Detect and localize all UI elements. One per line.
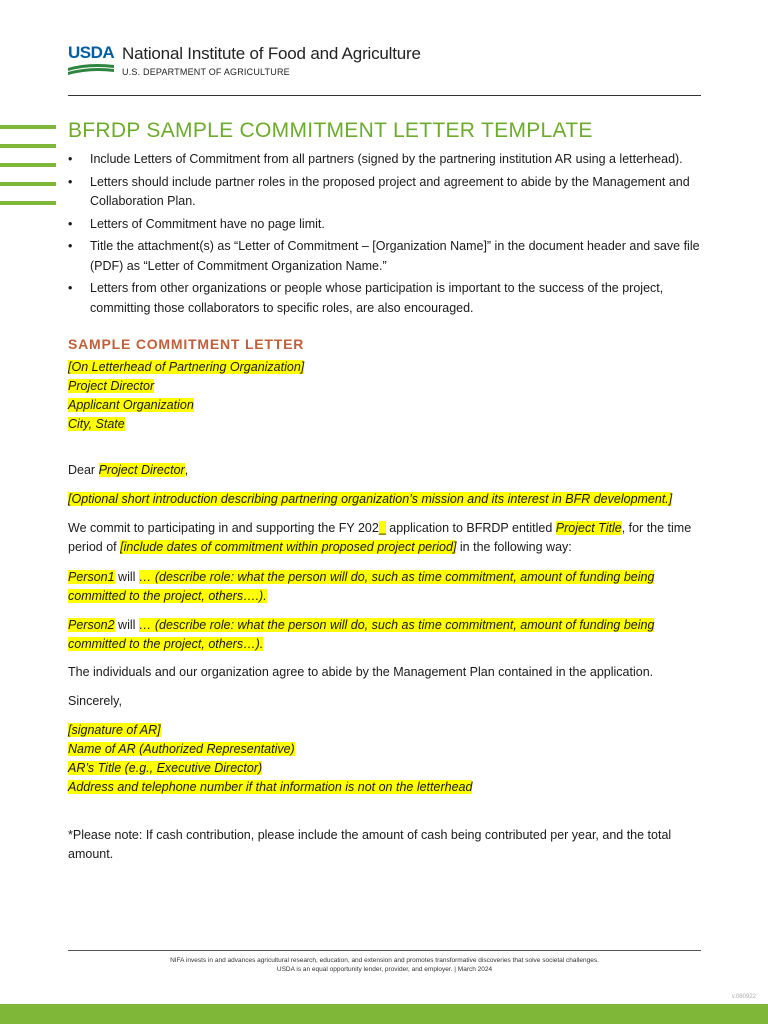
person-will: will bbox=[114, 618, 139, 632]
address-line: City, State bbox=[68, 417, 125, 431]
address-line: Applicant Organization bbox=[68, 398, 194, 412]
signature-line: Address and telephone number if that information is not on the letterhead bbox=[68, 780, 473, 794]
address-line: Project Director bbox=[68, 379, 155, 393]
instruction-list bbox=[68, 150, 708, 321]
intro-paragraph bbox=[68, 490, 708, 509]
signature-line: AR’s Title (e.g., Executive Director) bbox=[68, 761, 263, 775]
person-will: will bbox=[114, 570, 139, 584]
footer-line: USDA is an equal opportunity lender, provider, and employer. | March 2024 bbox=[276, 966, 493, 973]
commit-text: We commit to participating in and supporting the FY 202 bbox=[68, 521, 379, 535]
footer-line: NIFA invests in and advances agricultural research, education, and extension and promotes transformative discoveries that solve societal challenges. bbox=[170, 957, 599, 964]
project-title-placeholder: Project Title bbox=[555, 521, 622, 535]
header-divider bbox=[68, 95, 701, 96]
usda-logo-text: USDA bbox=[68, 43, 115, 62]
commit-text: application to BFRDP entitled bbox=[385, 521, 556, 535]
person-name: Person1 bbox=[68, 570, 115, 584]
person2-paragraph bbox=[68, 616, 708, 654]
section-title: SAMPLE COMMITMENT LETTER bbox=[68, 336, 305, 352]
green-bar bbox=[0, 125, 56, 129]
green-bar bbox=[0, 201, 56, 205]
commitment-paragraph bbox=[68, 519, 708, 557]
green-bar bbox=[0, 163, 56, 167]
closing: Sincerely, bbox=[68, 694, 122, 708]
version-label: v.080922 bbox=[731, 994, 756, 1000]
salutation-name: Project Director bbox=[98, 463, 185, 477]
salutation-suffix: , bbox=[184, 463, 189, 477]
agency-name: National Institute of Food and Agriculture bbox=[122, 44, 421, 63]
person-role: … (describe role: what the person will do, such as time commitment, amount of funding being committed to the project, others…). bbox=[68, 618, 655, 651]
signature-line: [signature of AR] bbox=[68, 723, 161, 737]
salutation-prefix: Dear bbox=[68, 463, 99, 477]
list-item: • Letters from other organizations or people whose participation is important to the success of the project, committing those collaborators to specific roles, are also encouraged. bbox=[68, 279, 708, 318]
list-item: • Title the attachment(s) as “Letter of Commitment – [Organization Name]” in the document header and save file (PDF) as “Letter of Commitment Organization Name.” bbox=[68, 237, 708, 276]
footer-divider bbox=[68, 950, 701, 951]
commit-text: in the following way: bbox=[456, 540, 572, 554]
person1-paragraph bbox=[68, 568, 708, 606]
agreement-paragraph: The individuals and our organization agree to abide by the Management Plan contained in the application. bbox=[68, 665, 654, 679]
person-role: … (describe role: what the person will do, such as time commitment, amount of funding being committed to the project, others….). bbox=[68, 570, 655, 603]
green-bar bbox=[0, 182, 56, 186]
list-item: • Include Letters of Commitment from all partners (signed by the partnering institution AR using a letterhead). bbox=[68, 150, 708, 170]
address-line: [On Letterhead of Partnering Organization] bbox=[68, 360, 305, 374]
agency-block bbox=[122, 44, 421, 77]
usda-swoosh-icon bbox=[68, 62, 114, 76]
usda-logo bbox=[68, 42, 114, 78]
department-name: U.S. DEPARTMENT OF AGRICULTURE bbox=[122, 67, 290, 77]
list-item: • Letters should include partner roles in the proposed project and agreement to abide by the Management and Collaboration Plan. bbox=[68, 173, 708, 212]
fy-blank: _ bbox=[378, 521, 386, 535]
decorative-green-bars bbox=[0, 125, 56, 220]
document-title: BFRDP SAMPLE COMMITMENT LETTER TEMPLATE bbox=[68, 119, 593, 142]
cash-note: *Please note: If cash contribution, please include the amount of cash being contributed per year, and the total amount. bbox=[68, 828, 672, 861]
commit-text: , for the time period of bbox=[68, 521, 692, 554]
list-item: • Letters of Commitment have no page limit. bbox=[68, 215, 708, 235]
page-footer bbox=[68, 956, 701, 974]
green-bar bbox=[0, 144, 56, 148]
intro-text: [Optional short introduction describing partnering organization’s mission and its interest in BFR development.] bbox=[68, 492, 673, 506]
address-block bbox=[68, 358, 708, 434]
salutation bbox=[68, 461, 708, 480]
signature-line: Name of AR (Authorized Representative) bbox=[68, 742, 295, 756]
dates-placeholder: [include dates of commitment within proposed project period] bbox=[120, 540, 457, 554]
bottom-green-band bbox=[0, 1004, 768, 1024]
signature-block bbox=[68, 721, 708, 797]
person-name: Person2 bbox=[68, 618, 115, 632]
